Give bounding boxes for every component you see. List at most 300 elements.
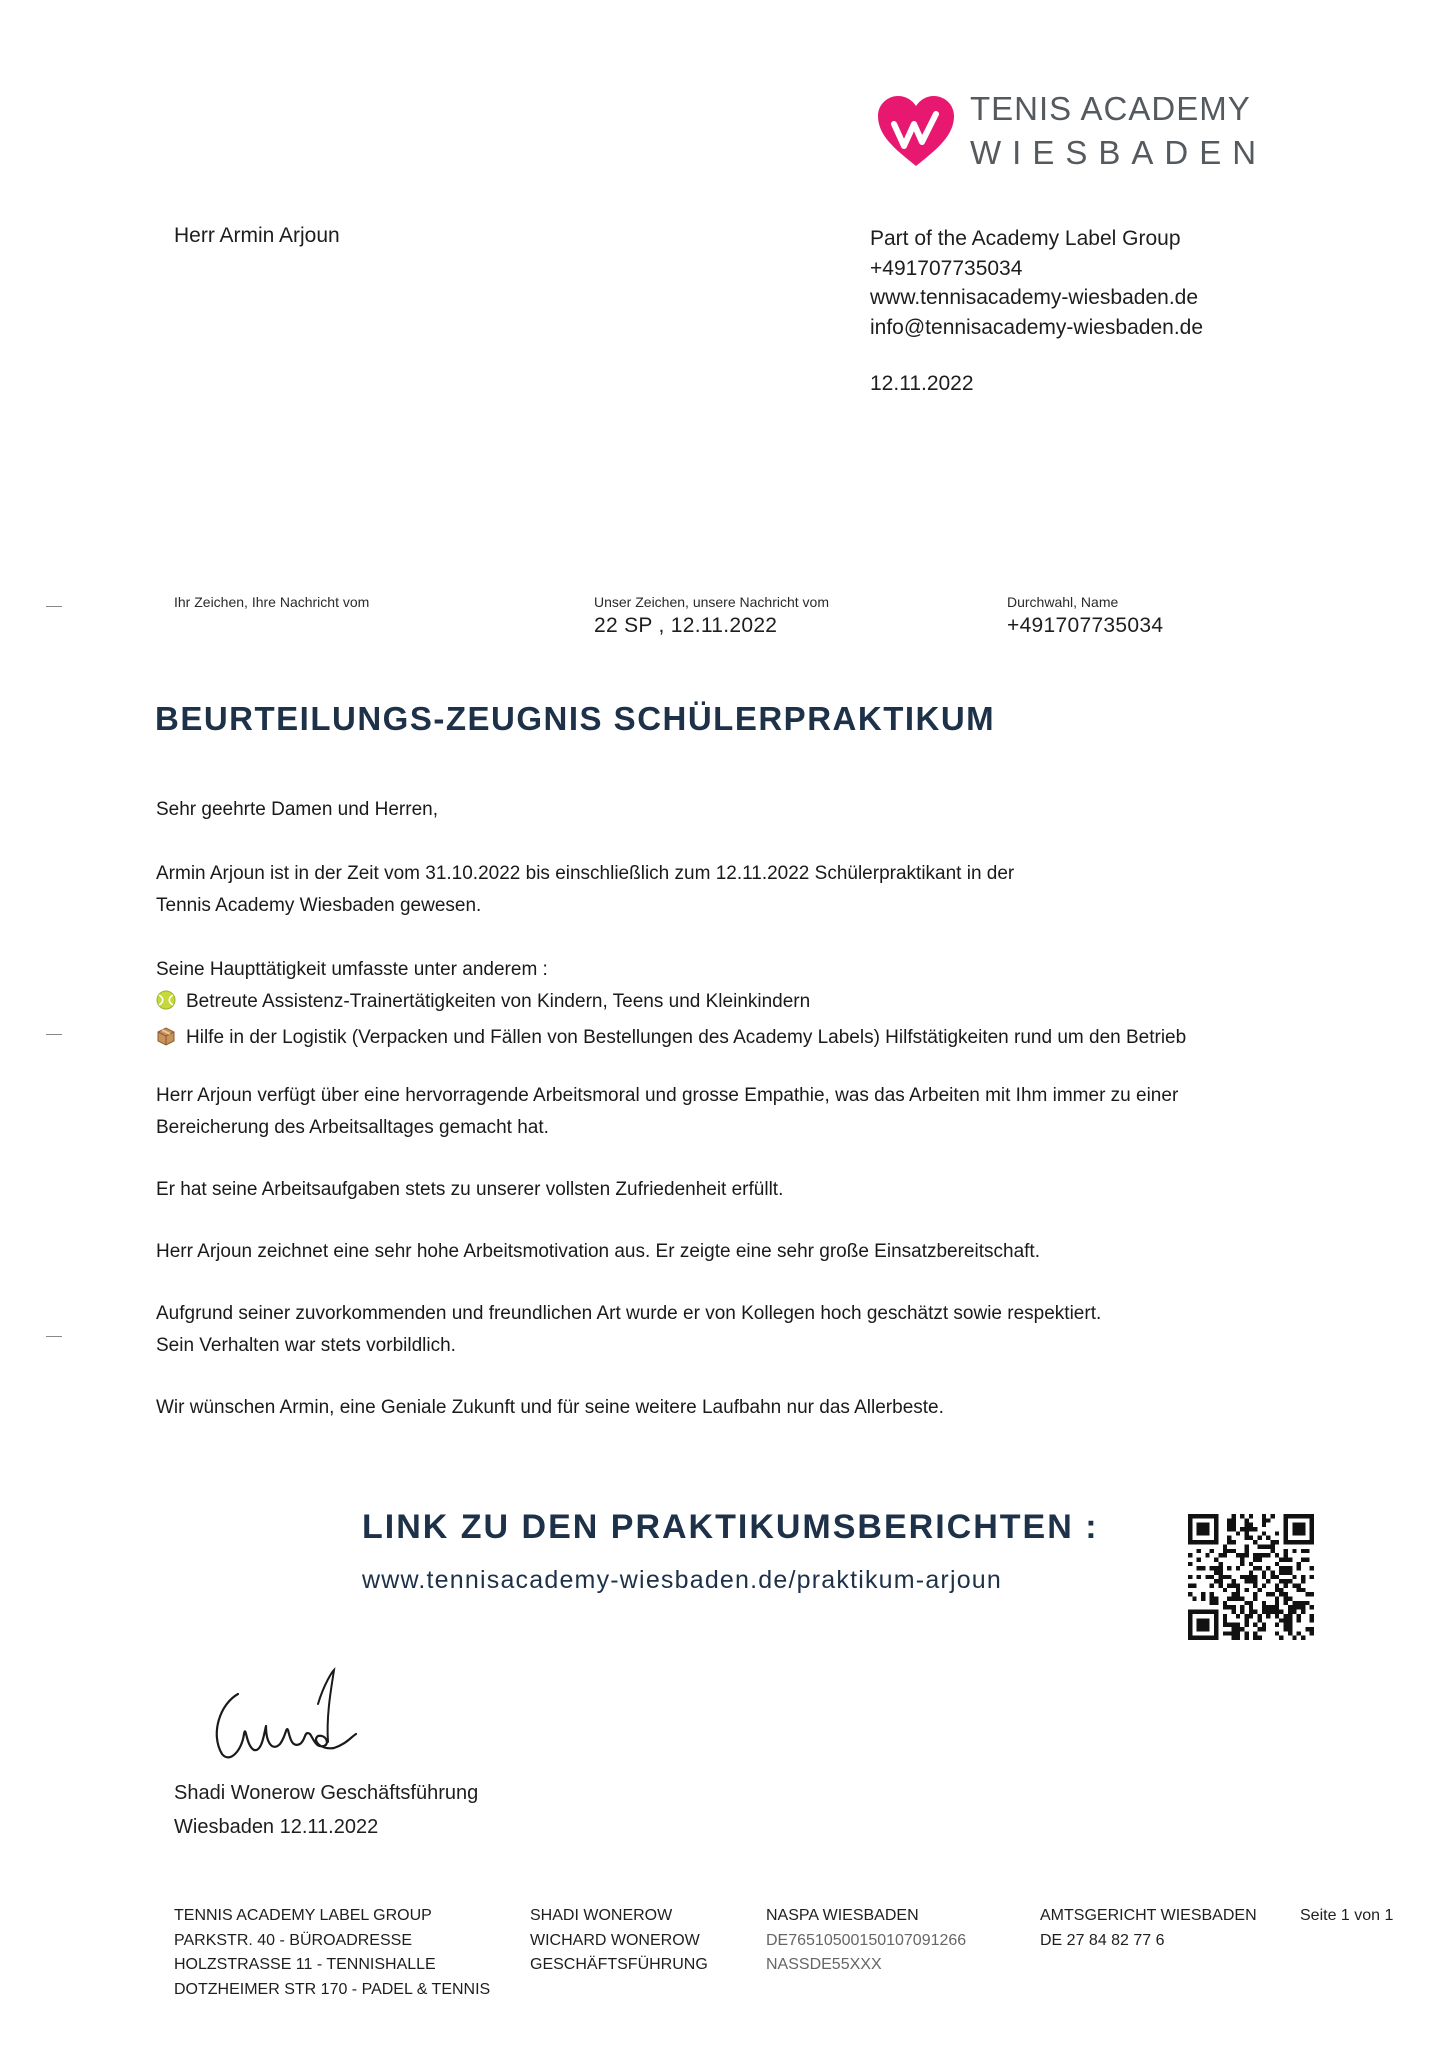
qr-module bbox=[1214, 1566, 1218, 1570]
qr-module bbox=[1284, 1627, 1288, 1631]
qr-module bbox=[1244, 1636, 1248, 1640]
qr-module bbox=[1297, 1601, 1301, 1605]
signoff-place-date: Wiesbaden 12.11.2022 bbox=[174, 1816, 379, 1838]
qr-module bbox=[1284, 1623, 1288, 1627]
heart-logo-icon bbox=[876, 94, 956, 168]
qr-module bbox=[1227, 1523, 1231, 1527]
qr-module bbox=[1253, 1579, 1257, 1583]
qr-module bbox=[1266, 1536, 1270, 1540]
qr-module bbox=[1214, 1610, 1218, 1614]
qr-module bbox=[1305, 1549, 1309, 1553]
qr-module bbox=[1258, 1614, 1262, 1618]
qr-module bbox=[1284, 1592, 1288, 1596]
report-link[interactable]: www.tennisacademy-wiesbaden.de/praktikum-arjoun bbox=[362, 1566, 1003, 1594]
qr-module bbox=[1266, 1579, 1270, 1583]
qr-module bbox=[1271, 1575, 1275, 1579]
paragraph-5 bbox=[156, 1298, 1101, 1362]
qr-module bbox=[1188, 1610, 1192, 1614]
qr-module bbox=[1197, 1531, 1201, 1535]
qr-module bbox=[1275, 1584, 1279, 1588]
qr-module bbox=[1271, 1540, 1275, 1544]
qr-code-icon[interactable] bbox=[1188, 1514, 1314, 1640]
qr-module bbox=[1231, 1631, 1235, 1635]
qr-module bbox=[1188, 1584, 1192, 1588]
qr-module bbox=[1271, 1549, 1275, 1553]
qr-module bbox=[1284, 1597, 1288, 1601]
qr-module bbox=[1210, 1636, 1214, 1640]
qr-module bbox=[1214, 1631, 1218, 1635]
qr-module bbox=[1214, 1523, 1218, 1527]
qr-module bbox=[1223, 1575, 1227, 1579]
qr-module bbox=[1223, 1588, 1227, 1592]
qr-module bbox=[1223, 1618, 1227, 1622]
paragraph-1-line1: Armin Arjoun ist in der Zeit vom 31.10.2022 bis einschließlich zum 12.11.2022 Schülerpraktikant in der bbox=[156, 863, 1015, 884]
qr-module bbox=[1253, 1631, 1257, 1635]
qr-module bbox=[1253, 1610, 1257, 1614]
qr-module bbox=[1301, 1588, 1305, 1592]
logo-line2: WIESBADEN bbox=[970, 134, 1268, 171]
qr-module bbox=[1227, 1536, 1231, 1540]
qr-module bbox=[1275, 1631, 1279, 1635]
qr-module bbox=[1201, 1566, 1205, 1570]
qr-module bbox=[1231, 1527, 1235, 1531]
qr-module bbox=[1210, 1610, 1214, 1614]
qr-module bbox=[1240, 1514, 1244, 1518]
qr-module bbox=[1305, 1592, 1309, 1596]
qr-module bbox=[1214, 1601, 1218, 1605]
qr-module bbox=[1275, 1553, 1279, 1557]
qr-module bbox=[1253, 1597, 1257, 1601]
qr-module bbox=[1253, 1623, 1257, 1627]
paragraph-5-line2: Sein Verhalten war stets vorbildlich. bbox=[156, 1335, 456, 1356]
ref-direct-value: +491707735034 bbox=[1007, 614, 1164, 637]
qr-module bbox=[1227, 1575, 1231, 1579]
qr-module bbox=[1188, 1562, 1192, 1566]
qr-module bbox=[1279, 1588, 1283, 1592]
qr-module bbox=[1231, 1597, 1235, 1601]
qr-module bbox=[1223, 1623, 1227, 1627]
qr-module bbox=[1284, 1514, 1288, 1518]
qr-module bbox=[1292, 1540, 1296, 1544]
paragraph-2-line2: Bereicherung des Arbeitsalltages gemacht hat. bbox=[156, 1117, 549, 1138]
fold-mark bbox=[46, 1034, 62, 1035]
qr-module bbox=[1197, 1627, 1201, 1631]
qr-module bbox=[1201, 1523, 1205, 1527]
qr-module bbox=[1310, 1618, 1314, 1622]
qr-module bbox=[1201, 1514, 1205, 1518]
qr-module bbox=[1292, 1584, 1296, 1588]
qr-module bbox=[1210, 1549, 1214, 1553]
qr-module bbox=[1275, 1588, 1279, 1592]
qr-module bbox=[1305, 1514, 1309, 1518]
qr-module bbox=[1227, 1623, 1231, 1627]
qr-module bbox=[1244, 1527, 1248, 1531]
footer-company-line: HOLZSTRASSE 11 - TENNISHALLE bbox=[174, 1956, 436, 1973]
qr-module bbox=[1236, 1592, 1240, 1596]
qr-module bbox=[1284, 1523, 1288, 1527]
qr-module bbox=[1201, 1531, 1205, 1535]
qr-module bbox=[1284, 1518, 1288, 1522]
qr-module bbox=[1301, 1605, 1305, 1609]
qr-module bbox=[1244, 1544, 1248, 1548]
footer-management-line: WICHARD WONEROW bbox=[530, 1931, 700, 1949]
qr-module bbox=[1301, 1636, 1305, 1640]
qr-module bbox=[1275, 1605, 1279, 1609]
qr-module bbox=[1227, 1631, 1231, 1635]
qr-module bbox=[1297, 1605, 1301, 1609]
qr-module bbox=[1253, 1566, 1257, 1570]
qr-module bbox=[1249, 1579, 1253, 1583]
qr-module bbox=[1284, 1618, 1288, 1622]
qr-module bbox=[1218, 1566, 1222, 1570]
qr-module bbox=[1284, 1557, 1288, 1561]
footer-iban: DE76510500150107091266 bbox=[766, 1931, 967, 1949]
qr-module bbox=[1236, 1627, 1240, 1631]
qr-module bbox=[1262, 1627, 1266, 1631]
qr-module bbox=[1249, 1605, 1253, 1609]
qr-module bbox=[1244, 1523, 1248, 1527]
qr-module bbox=[1292, 1514, 1296, 1518]
qr-module bbox=[1262, 1514, 1266, 1518]
qr-module bbox=[1279, 1610, 1283, 1614]
qr-module bbox=[1231, 1636, 1235, 1640]
qr-module bbox=[1188, 1553, 1192, 1557]
qr-module bbox=[1205, 1523, 1209, 1527]
qr-module bbox=[1192, 1514, 1196, 1518]
qr-module bbox=[1297, 1540, 1301, 1544]
qr-module bbox=[1244, 1588, 1248, 1592]
footer-bank-name: NASPA WIESBADEN bbox=[766, 1907, 919, 1924]
qr-module bbox=[1192, 1610, 1196, 1614]
qr-module bbox=[1236, 1597, 1240, 1601]
qr-module bbox=[1284, 1527, 1288, 1531]
footer-company-line: PARKSTR. 40 - BÜROADRESSE bbox=[174, 1931, 412, 1949]
company-logo bbox=[876, 88, 1268, 178]
qr-module bbox=[1271, 1570, 1275, 1574]
qr-module bbox=[1188, 1536, 1192, 1540]
qr-module bbox=[1284, 1540, 1288, 1544]
sender-info bbox=[870, 224, 1203, 342]
qr-module bbox=[1284, 1601, 1288, 1605]
qr-module bbox=[1279, 1592, 1283, 1596]
qr-module bbox=[1266, 1614, 1270, 1618]
document-title: BEURTEILUNGS-ZEUGNIS SCHÜLERPRAKTIKUM bbox=[155, 700, 996, 737]
qr-module bbox=[1301, 1531, 1305, 1535]
qr-module bbox=[1201, 1597, 1205, 1601]
qr-module bbox=[1188, 1636, 1192, 1640]
qr-module bbox=[1214, 1514, 1218, 1518]
qr-module bbox=[1244, 1536, 1248, 1540]
qr-module bbox=[1288, 1540, 1292, 1544]
qr-module bbox=[1292, 1549, 1296, 1553]
qr-module bbox=[1310, 1631, 1314, 1635]
qr-module bbox=[1288, 1514, 1292, 1518]
qr-module bbox=[1253, 1540, 1257, 1544]
qr-module bbox=[1288, 1623, 1292, 1627]
qr-module bbox=[1288, 1597, 1292, 1601]
qr-module bbox=[1205, 1623, 1209, 1627]
qr-module bbox=[1310, 1614, 1314, 1618]
signature-icon bbox=[200, 1664, 360, 1774]
qr-module bbox=[1249, 1514, 1253, 1518]
qr-module bbox=[1201, 1540, 1205, 1544]
footer-management bbox=[530, 1904, 708, 1978]
qr-module bbox=[1231, 1592, 1235, 1596]
qr-module bbox=[1227, 1584, 1231, 1588]
qr-module bbox=[1253, 1592, 1257, 1596]
qr-module bbox=[1236, 1553, 1240, 1557]
link-heading: LINK ZU DEN PRAKTIKUMSBERICHTEN : bbox=[362, 1508, 1099, 1546]
qr-module bbox=[1231, 1579, 1235, 1583]
qr-module bbox=[1301, 1549, 1305, 1553]
qr-module bbox=[1244, 1623, 1248, 1627]
qr-module bbox=[1284, 1584, 1288, 1588]
qr-module bbox=[1262, 1553, 1266, 1557]
qr-module bbox=[1288, 1570, 1292, 1574]
qr-module bbox=[1292, 1527, 1296, 1531]
sender-phone: +491707735034 bbox=[870, 256, 1023, 280]
qr-module bbox=[1197, 1575, 1201, 1579]
footer-bic: NASSDE55XXX bbox=[766, 1956, 882, 1973]
qr-module bbox=[1197, 1549, 1201, 1553]
qr-module bbox=[1288, 1631, 1292, 1635]
qr-module bbox=[1244, 1549, 1248, 1553]
page-number: Seite 1 von 1 bbox=[1300, 1907, 1394, 1924]
qr-module bbox=[1253, 1557, 1257, 1561]
footer-management-line: GESCHÄFTSFÜHRUNG bbox=[530, 1956, 708, 1973]
qr-module bbox=[1271, 1610, 1275, 1614]
qr-module bbox=[1201, 1636, 1205, 1640]
qr-module bbox=[1205, 1540, 1209, 1544]
qr-module bbox=[1258, 1627, 1262, 1631]
qr-module bbox=[1197, 1540, 1201, 1544]
paragraph-1 bbox=[156, 858, 1014, 922]
qr-module bbox=[1197, 1527, 1201, 1531]
recipient-name: Herr Armin Arjoun bbox=[174, 224, 340, 247]
qr-module bbox=[1279, 1557, 1283, 1561]
qr-module bbox=[1279, 1618, 1283, 1622]
qr-module bbox=[1279, 1579, 1283, 1583]
qr-module bbox=[1297, 1614, 1301, 1618]
qr-module bbox=[1197, 1618, 1201, 1622]
qr-module bbox=[1310, 1627, 1314, 1631]
footer-company-line: TENNIS ACADEMY LABEL GROUP bbox=[174, 1907, 432, 1924]
qr-module bbox=[1205, 1618, 1209, 1622]
qr-module bbox=[1231, 1549, 1235, 1553]
qr-module bbox=[1197, 1636, 1201, 1640]
qr-module bbox=[1231, 1623, 1235, 1627]
qr-module bbox=[1258, 1618, 1262, 1622]
salutation: Sehr geehrte Damen und Herren, bbox=[156, 799, 438, 820]
qr-module bbox=[1310, 1523, 1314, 1527]
qr-module bbox=[1231, 1605, 1235, 1609]
qr-module bbox=[1205, 1527, 1209, 1531]
qr-module bbox=[1218, 1584, 1222, 1588]
qr-module bbox=[1249, 1610, 1253, 1614]
tennis-ball-icon bbox=[156, 990, 176, 1010]
qr-module bbox=[1240, 1575, 1244, 1579]
qr-module bbox=[1188, 1523, 1192, 1527]
qr-module bbox=[1249, 1536, 1253, 1540]
qr-module bbox=[1188, 1592, 1192, 1596]
qr-module bbox=[1266, 1566, 1270, 1570]
qr-module bbox=[1236, 1614, 1240, 1618]
footer-bank bbox=[766, 1904, 966, 1978]
qr-module bbox=[1297, 1514, 1301, 1518]
qr-module bbox=[1188, 1518, 1192, 1522]
qr-module bbox=[1292, 1605, 1296, 1609]
qr-module bbox=[1240, 1562, 1244, 1566]
qr-module bbox=[1236, 1631, 1240, 1635]
sender-website: www.tennisacademy-wiesbaden.de bbox=[870, 286, 1199, 309]
qr-module bbox=[1240, 1527, 1244, 1531]
qr-module bbox=[1223, 1614, 1227, 1618]
qr-module bbox=[1262, 1531, 1266, 1535]
qr-module bbox=[1201, 1623, 1205, 1627]
qr-module bbox=[1284, 1531, 1288, 1535]
qr-module bbox=[1244, 1614, 1248, 1618]
qr-module bbox=[1284, 1614, 1288, 1618]
qr-module bbox=[1236, 1531, 1240, 1535]
qr-module bbox=[1258, 1553, 1262, 1557]
qr-module bbox=[1271, 1514, 1275, 1518]
qr-module bbox=[1262, 1584, 1266, 1588]
qr-module bbox=[1223, 1553, 1227, 1557]
qr-module bbox=[1188, 1631, 1192, 1635]
qr-module bbox=[1214, 1627, 1218, 1631]
qr-module bbox=[1240, 1627, 1244, 1631]
qr-module bbox=[1210, 1566, 1214, 1570]
qr-module bbox=[1301, 1579, 1305, 1583]
footer-tax-id: DE 27 84 82 77 6 bbox=[1040, 1931, 1165, 1949]
qr-module bbox=[1253, 1636, 1257, 1640]
qr-module bbox=[1214, 1636, 1218, 1640]
qr-module bbox=[1249, 1523, 1253, 1527]
qr-module bbox=[1214, 1579, 1218, 1583]
qr-module bbox=[1271, 1605, 1275, 1609]
qr-module bbox=[1192, 1584, 1196, 1588]
paragraph-4: Herr Arjoun zeichnet eine sehr hohe Arbeitsmotivation aus. Er zeigte eine sehr große Einsatzbereitschaft. bbox=[156, 1241, 1040, 1262]
qr-module bbox=[1244, 1579, 1248, 1583]
qr-module bbox=[1188, 1623, 1192, 1627]
qr-module bbox=[1201, 1592, 1205, 1596]
qr-module bbox=[1266, 1610, 1270, 1614]
qr-module bbox=[1275, 1531, 1279, 1535]
qr-module bbox=[1271, 1544, 1275, 1548]
qr-module bbox=[1188, 1627, 1192, 1631]
qr-module bbox=[1218, 1575, 1222, 1579]
qr-module bbox=[1258, 1557, 1262, 1561]
qr-module bbox=[1262, 1601, 1266, 1605]
qr-module bbox=[1214, 1518, 1218, 1522]
ref-our-value: 22 SP , 12.11.2022 bbox=[594, 614, 778, 637]
qr-module bbox=[1288, 1579, 1292, 1583]
qr-module bbox=[1275, 1610, 1279, 1614]
qr-module bbox=[1244, 1631, 1248, 1635]
qr-module bbox=[1310, 1575, 1314, 1579]
qr-module bbox=[1227, 1540, 1231, 1544]
qr-module bbox=[1297, 1588, 1301, 1592]
qr-module bbox=[1188, 1531, 1192, 1535]
qr-module bbox=[1305, 1557, 1309, 1561]
qr-module bbox=[1262, 1610, 1266, 1614]
qr-module bbox=[1236, 1636, 1240, 1640]
qr-module bbox=[1227, 1549, 1231, 1553]
qr-module bbox=[1288, 1627, 1292, 1631]
qr-module bbox=[1305, 1540, 1309, 1544]
sender-group: Part of the Academy Label Group bbox=[870, 227, 1181, 250]
qr-module bbox=[1301, 1514, 1305, 1518]
qr-module bbox=[1284, 1553, 1288, 1557]
footer-court bbox=[1040, 1904, 1257, 1953]
qr-module bbox=[1244, 1531, 1248, 1535]
qr-module bbox=[1292, 1636, 1296, 1640]
qr-module bbox=[1210, 1601, 1214, 1605]
qr-module bbox=[1197, 1566, 1201, 1570]
qr-module bbox=[1288, 1618, 1292, 1622]
qr-module bbox=[1284, 1579, 1288, 1583]
qr-module bbox=[1214, 1623, 1218, 1627]
qr-module bbox=[1244, 1618, 1248, 1622]
task-item-2 bbox=[156, 1022, 1186, 1054]
qr-module bbox=[1188, 1527, 1192, 1531]
qr-module bbox=[1236, 1584, 1240, 1588]
qr-module bbox=[1305, 1601, 1309, 1605]
qr-module bbox=[1236, 1623, 1240, 1627]
qr-module bbox=[1279, 1566, 1283, 1570]
qr-module bbox=[1288, 1566, 1292, 1570]
qr-module bbox=[1275, 1623, 1279, 1627]
qr-module bbox=[1231, 1518, 1235, 1522]
qr-module bbox=[1310, 1536, 1314, 1540]
ref-our-label: Unser Zeichen, unsere Nachricht vom bbox=[594, 594, 829, 610]
paragraph-3: Er hat seine Arbeitsaufgaben stets zu unserer vollsten Zufriedenheit erfüllt. bbox=[156, 1179, 784, 1200]
footer-management-line: SHADI WONEROW bbox=[530, 1907, 673, 1924]
qr-module bbox=[1192, 1636, 1196, 1640]
qr-module bbox=[1210, 1597, 1214, 1601]
qr-module bbox=[1223, 1605, 1227, 1609]
qr-module bbox=[1297, 1523, 1301, 1527]
qr-module bbox=[1305, 1627, 1309, 1631]
qr-module bbox=[1240, 1553, 1244, 1557]
qr-module bbox=[1192, 1540, 1196, 1544]
qr-module bbox=[1288, 1614, 1292, 1618]
qr-module bbox=[1297, 1618, 1301, 1622]
qr-module bbox=[1301, 1540, 1305, 1544]
logo-line1: TENIS ACADEMY bbox=[970, 90, 1251, 127]
qr-module bbox=[1258, 1536, 1262, 1540]
qr-module bbox=[1236, 1588, 1240, 1592]
qr-module bbox=[1231, 1610, 1235, 1614]
qr-module bbox=[1275, 1562, 1279, 1566]
qr-module bbox=[1201, 1527, 1205, 1531]
qr-module bbox=[1249, 1614, 1253, 1618]
qr-module bbox=[1292, 1610, 1296, 1614]
qr-module bbox=[1214, 1557, 1218, 1561]
qr-module bbox=[1262, 1523, 1266, 1527]
qr-module bbox=[1244, 1601, 1248, 1605]
qr-module bbox=[1297, 1527, 1301, 1531]
footer-company bbox=[174, 1904, 490, 2002]
qr-module bbox=[1210, 1592, 1214, 1596]
qr-module bbox=[1227, 1597, 1231, 1601]
qr-module bbox=[1210, 1584, 1214, 1588]
qr-module bbox=[1223, 1544, 1227, 1548]
qr-module bbox=[1214, 1618, 1218, 1622]
qr-module bbox=[1214, 1597, 1218, 1601]
qr-module bbox=[1205, 1531, 1209, 1535]
qr-module bbox=[1301, 1601, 1305, 1605]
